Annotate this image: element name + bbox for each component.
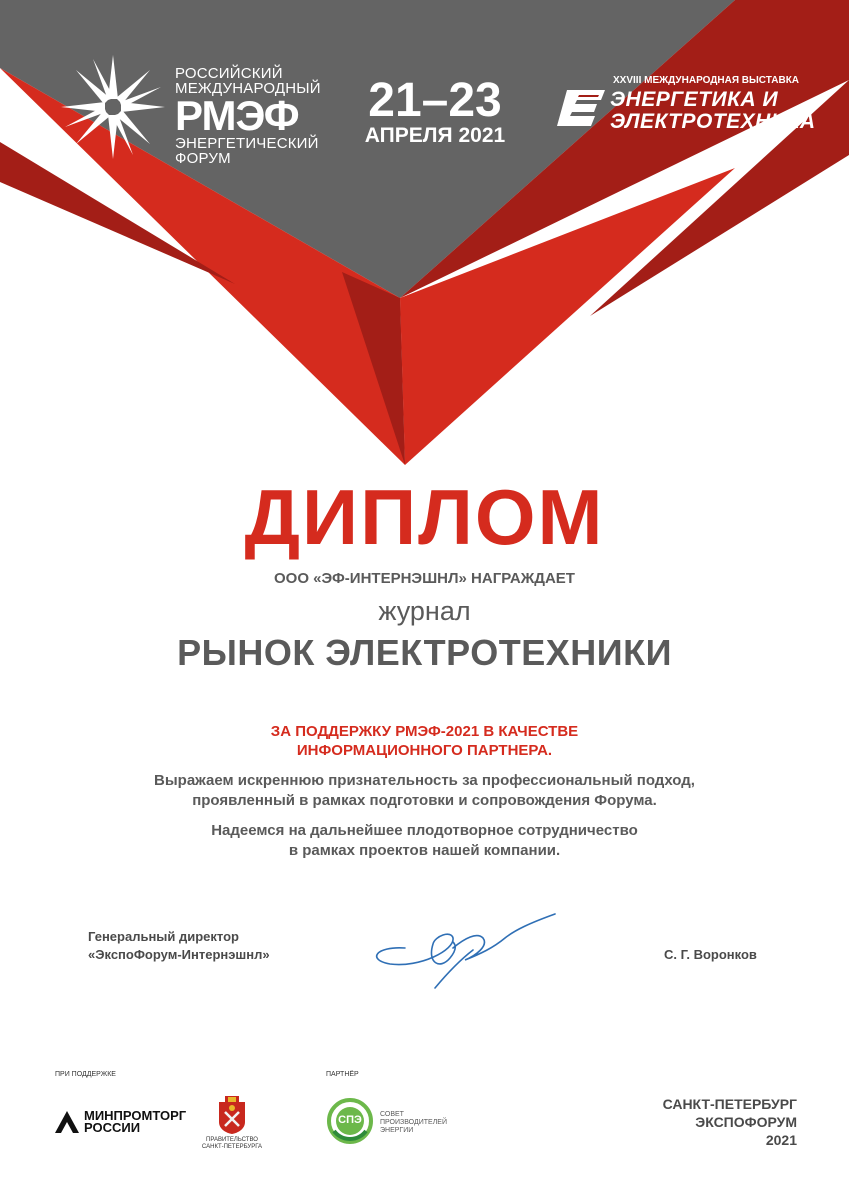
spe-abbr: СПЭ [338,1114,362,1126]
forum-line3: ЭНЕРГЕТИЧЕСКИЙ [175,135,319,152]
forum-star-icon [58,52,168,162]
spe-logo-text [380,1111,447,1135]
thanks-text [0,771,849,811]
exhibition-e-icon [557,88,607,128]
forum-line1: РОССИЙСКИЙ [175,65,283,82]
spe-line2: ПРОИЗВОДИТЕЛЕЙ [380,1119,447,1126]
hope-text [0,821,849,861]
signer-position-line1: Генеральный директор [88,929,239,944]
spe-line1: СОВЕТ [380,1111,404,1118]
recipient-name: РЫНОК ЭЛЕКТРОТЕХНИКИ [177,632,672,673]
recipient-type: журнал [378,596,471,626]
exhibition-line1: ЭНЕРГЕТИКА И [610,88,779,111]
diploma-title: ДИПЛОМ [244,473,605,561]
forum-line2: МЕЖДУНАРОДНЫЙ [175,80,321,97]
minprom-line1: МИНПРОМТОРГ [84,1108,187,1123]
location-venue: ЭКСПОФОРУМ [695,1114,797,1130]
minprom-line2: РОССИИ [84,1120,141,1135]
exhibition-line2: ЭЛЕКТРОТЕХНИКА [610,110,816,133]
location-block [600,1095,797,1149]
gov-logo-text [200,1137,264,1151]
spb-coat-of-arms-icon [219,1096,245,1134]
minprom-icon [54,1110,80,1134]
location-year: 2021 [765,1132,797,1148]
reason-line1: ЗА ПОДДЕРЖКУ РМЭФ-2021 В КАЧЕСТВЕ [270,723,579,740]
awarder-text: ООО «ЭФ-ИНТЕРНЭШНЛ» НАГРАЖДАЕТ [274,570,575,587]
gov-line1: ПРАВИТЕЛЬСТВО [206,1137,258,1143]
gov-line2: САНКТ-ПЕТЕРБУРГА [201,1144,263,1150]
hope-line2: в рамках проектов нашей компании. [288,842,561,859]
forum-abbr: РМЭФ [175,92,299,139]
forum-logo-text [175,66,321,166]
forum-line4: ФОРУМ [175,150,231,167]
event-month-year: АПРЕЛЯ 2021 [364,124,506,147]
thanks-line2: проявленный в рамках подготовки и сопровождения Форума. [192,792,657,809]
signer-name: С. Г. Воронков [664,947,757,962]
thanks-line1: Выражаем искреннюю признательность за профессиональный подход, [154,772,695,789]
exhibition-subtitle: XXVIII МЕЖДУНАРОДНАЯ ВЫСТАВКА [613,75,800,86]
event-dates [345,74,525,148]
support-label: ПРИ ПОДДЕРЖКЕ [55,1071,116,1078]
event-days: 21–23 [368,74,502,127]
exhibition-name [610,89,816,133]
spe-line3: ЭНЕРГИИ [380,1127,414,1134]
signer-position [88,928,270,964]
partner-label: ПАРТНЁР [326,1071,359,1078]
handwritten-signature [365,908,565,998]
reason-text [0,722,849,760]
minprom-logo-text [84,1110,186,1134]
hope-line1: Надеемся на дальнейшее плодотворное сотрудничество [211,822,638,839]
reason-line2: ИНФОРМАЦИОННОГО ПАРТНЕРА. [296,742,553,759]
location-city: САНКТ-ПЕТЕРБУРГ [662,1096,797,1112]
signer-position-line2: «ЭкспоФорум-Интернэшнл» [88,947,270,962]
